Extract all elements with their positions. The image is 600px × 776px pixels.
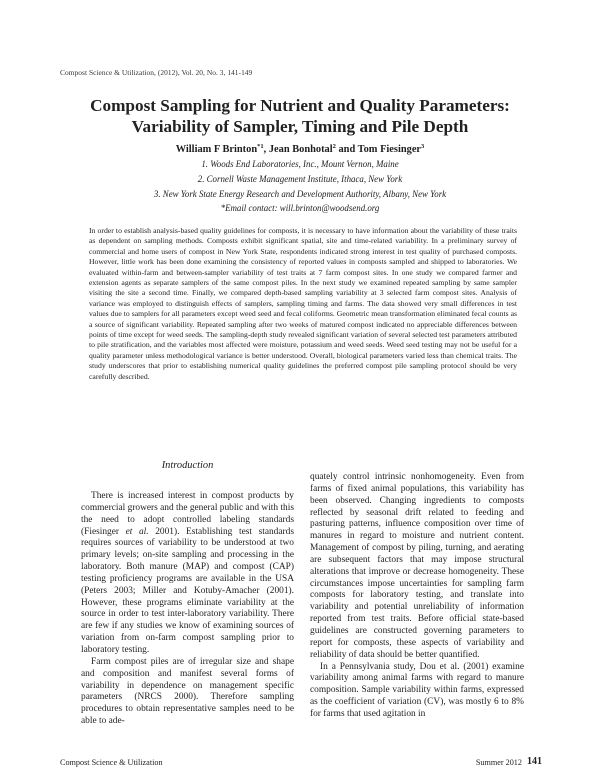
- contact-email: *Email contact: will.brinton@woodsend.org: [220, 203, 380, 214]
- body-paragraph: Farm compost piles are of irregular size and shape and composition and manifest several forms of variability in dependence on management specific parameters (NRCS 2000). Therefore sampling procedures to obtain representative samples need to be able to ade-: [81, 656, 294, 727]
- section-heading: Introduction: [161, 460, 214, 471]
- body-paragraph: quately control intrinsic nonhomogeneity. Even from farms of fixed animal populations, this variability has been observed. Changing ingredients to composts reflected by seasonal drift related to feeding and pasturing patterns, influence composition over time of manures in regard to moisture and nutrient content. Management of compost by piling, turning, and aerating are subsequent factors that may impose structural alterations that improve or decrease homogeneity. These circumstances impose uncertainties for sampling farm composts for laboratory testing, and translate into variability and potential unreliability of information reported from test traits. Before official state-based guidelines are constructed governing parameters to report for composts, these aspects of variability and reliability of data should be better quantified.: [310, 472, 524, 660]
- right-column: [310, 472, 524, 721]
- body-text: There is increased interest in compost products by commercial growers and the general public and with this the need to adopt controlled labeling standards (Fiesinger: [81, 491, 294, 537]
- author-separator: and: [335, 144, 358, 155]
- body-text-italic: et al.: [125, 526, 149, 537]
- affiliation-line: 1. Woods End Laboratories, Inc., Mount Vernon, Maine: [201, 159, 399, 169]
- running-head: Compost Science & Utilization, (2012), Vol. 20, No. 3, 141-149: [60, 68, 253, 77]
- footer-issue: Summer 2012: [475, 758, 522, 767]
- author-superscript: *1: [257, 143, 264, 150]
- affiliations: [40, 157, 560, 216]
- paper-title: [40, 95, 560, 137]
- author-name: Jean Bonhotal: [268, 144, 333, 155]
- page-number: 141: [527, 756, 542, 767]
- left-column: [81, 460, 294, 728]
- abstract: [89, 226, 517, 382]
- abstract-text: In order to establish analysis-based quality guidelines for composts, it is necessary to have information about the variability of these traits as dependent on sampling methods. Composts exhibit significant spatial, site and time-related variability. In a preliminary survey of commercial and home users of compost in New York State, respondents indicated strong interest in test quality of purchased composts. However, little work has been done examining the consistency of reported values in composts sampled and shipped to laboratories. We evaluated within-farm and between-sampler variability of test traits at 7 farm compost sites. In one study we compared farmer and extension agents as separate samplers of the same compost piles. In the next study we examined repeated sampling by same sampler visiting the site a second time. Finally, we compared depth-based sampling variability at 3 selected farm compost sites. Analysis of variance was employed to distinguish effects of samplers, sampling timing and farms. The data showed very small differences in test values due to samplers for all parameters except weed seed and fecal coliforms. Geometric mean transformation eliminated fecal counts as a source of significant variability. Repeated sampling after two weeks of matured compost indicated no appreciable differences between points of time except for weed seeds. The sampling-depth study revealed significant variation of several selected test parameters attributed to pile stratification, and the variables most affected were moisture, potassium and weed seeds. Weed seed testing may not be useful for a quality parameter unless methodological variance is better understood. Overall, biological parameters varied less than chemical traits. The study underscores that prior to establishing numerical quality guidelines the preferred compost pile sampling protocol should be very carefully described.: [89, 226, 517, 381]
- title-line-1: Compost Sampling for Nutrient and Quality Parameters:: [90, 96, 510, 115]
- author-superscript: 2: [332, 143, 336, 150]
- body-paragraph: [81, 491, 294, 657]
- footer-journal: Compost Science & Utilization: [60, 758, 163, 767]
- body-text: 2001). Establishing test standards requires sources of variability to be understood at two primary levels; on-site sampling and processing in the laboratory. Both manure (MAP) and compost (CAP) testing proficiency programs are available in the USA (Peters 2003; Miller and Kotuby-Amacher (2001). However, these programs eliminate variability at the source in order to test inter-laboratory variability. There are few if any studies we know of examining sources of variation from on-farm compost sampling prior to laboratory testing.: [81, 526, 294, 655]
- affiliation-line: 2. Cornell Waste Management Institute, Ithaca, New York: [197, 173, 403, 184]
- author-name: William F Brinton: [175, 144, 258, 155]
- body-paragraph: In a Pennsylvania study, Dou et al. (2001) examine variability among animal farms with regard to manure composition. Sample variability within farms, expressed as the coefficient of variation (CV), was mostly 6 to 8% for farms that used agitation in: [310, 661, 524, 719]
- author-separator: ,: [263, 144, 269, 155]
- affiliation-line: 3. New York State Energy Research and Development Authority, Albany, New York: [153, 188, 447, 199]
- author-name: Tom Fiesinger: [357, 144, 422, 155]
- author-list: [40, 143, 560, 156]
- title-line-2: Variability of Sampler, Timing and Pile Depth: [131, 117, 469, 136]
- author-superscript: 3: [421, 143, 425, 150]
